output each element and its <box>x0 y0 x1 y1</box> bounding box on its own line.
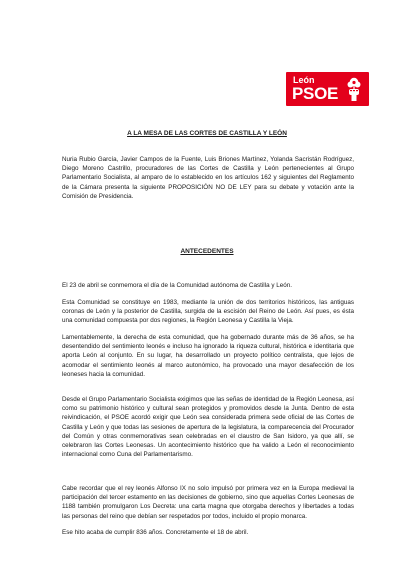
psoe-leon-logo <box>286 72 369 106</box>
antecedentes-heading: ANTECEDENTES <box>180 248 234 255</box>
addressee-heading: A LA MESA DE LAS CORTES DE CASTILLA Y LEÓN <box>127 130 287 137</box>
logo-city-label: León <box>293 75 315 85</box>
body-paragraph: Esta Comunidad se constituye en 1983, mediante la unión de dos territorios históricos, las antiguas coronas de León y la posterior de Castilla, surgida de la escisión del Reino de León. Así pues, es ésta una comunidad compuesta por dos regiones, la Región Leonesa y Castilla la Vieja. <box>62 299 354 325</box>
body-paragraph: El 23 de abril se conmemora el día de la Comunidad autónoma de Castilla y León. <box>62 282 292 289</box>
body-paragraph: Desde el Grupo Parlamentario Socialista exigimos que las señas de identidad de la Región Leonesa, así como su patrimonio histórico y cultural sean protegidos y promovidos desde la Junta. Dentro de esta reivindicación, el PSOE acordó exigir que León sea considerada primera sede oficial de las Cortes de Castilla y León y que todas las sesiones de apertura de la legislatura, la comparecencia del Procurador del Común y otras conmemorativas sean celebradas en el claustro de San Isidoro, ya que allí, se celebraron las Cortes Leonesas. Un acontecimiento histórico que ha valido a León el reconocimiento internacional como Cuna del Parlamentarismo. <box>62 396 354 459</box>
fist-rose-icon <box>342 76 366 102</box>
body-paragraph: Cabe recordar que el rey leonés Alfonso IX no solo impulsó por primera vez en la Europa medieval la participación del tercer estamento en las decisiones de gobierno, sino que aquellas Cortes Leonesas de 1188 también promulgaron Los Decreta: una carta magna que otorgaba derechos y libertades a todas las personas del reino que debían ser respetados por todos, incluido el propio monarca. <box>62 485 354 520</box>
logo-party-label: PSOE <box>292 84 339 103</box>
body-paragraph: Lamentablemente, la derecha de esta comunidad, que ha gobernado durante más de 36 años, se ha desentendido del sentimiento leonés e incluso ha ignorado la riqueza cultural, histórica e identitaria que aporta León al conjunto. En su lugar, ha desarrollado un proyecto político centralista, que lejos de acomodar el sentimiento leonés al marco autonómico, ha provocado una mayor desafección de los leoneses hacia la comunidad. <box>62 334 354 378</box>
body-paragraph: Ese hito acaba de cumplir 836 años. Concretamente el 18 de abril. <box>62 529 249 536</box>
intro-paragraph: Nuria Rubio García, Javier Campos de la Fuente, Luis Briones Martínez, Yolanda Sacristán Rodríguez, Diego Moreno Castrillo, procuradores de las Cortes de Castilla y León pertenecientes al Grupo Parlamentario Socialista, al amparo de lo establecido en los artículos 162 y siguientes del Reglamento de la Cámara presenta la siguiente PROPOSICIÓN NO DE LEY para su debate y votación ante la Comisión de Presidencia. <box>62 156 354 200</box>
